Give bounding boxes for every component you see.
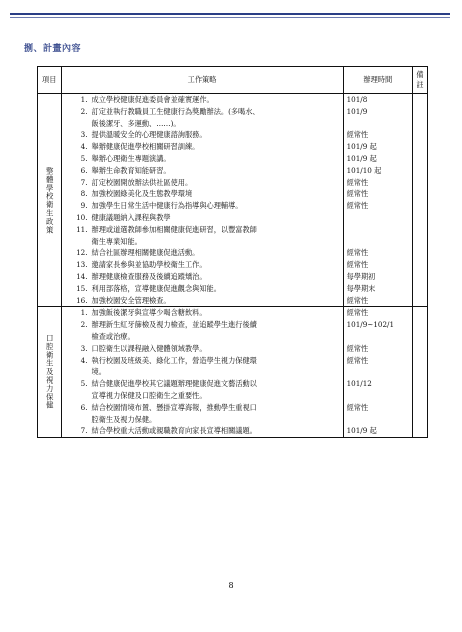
item-time: 經常性 — [346, 189, 369, 199]
item-text: 健康議題納入課程與教學 — [91, 212, 171, 222]
list-item — [62, 378, 343, 390]
item-number: 9. — [80, 201, 88, 211]
item-number: 6. — [80, 402, 88, 412]
list-item — [62, 236, 343, 248]
item-number: 14. — [76, 271, 88, 281]
list-item — [62, 129, 343, 141]
item-time — [347, 236, 412, 248]
item-number — [62, 390, 92, 402]
item-text: 加強飯後潔牙與宣導少喝含糖飲料。 — [91, 308, 207, 318]
item-text: 利用部落格，宣導健康促進觀念與知能。 — [91, 283, 221, 293]
item-number: 10. — [76, 212, 88, 222]
list-item — [62, 414, 343, 426]
header-item: 項目 — [38, 67, 62, 94]
list-item — [62, 259, 343, 271]
table-row-group — [38, 94, 428, 307]
item-text: 舉辦生命教育知能研習。 — [91, 165, 171, 175]
item-number — [62, 118, 92, 130]
item-text: 結合校園情境布置、懸掛宣導海報，推動學生重視口 — [91, 402, 257, 412]
list-item — [62, 295, 343, 307]
item-time: 經常性 — [346, 260, 369, 270]
list-item — [62, 212, 343, 224]
item-time: 每學期初 — [346, 271, 376, 281]
list-item — [62, 271, 343, 283]
item-number: 5. — [80, 153, 88, 163]
item-text: 腔衛生及視力保健。 — [91, 414, 157, 424]
list-item — [62, 177, 343, 189]
item-time: 經常性 — [346, 201, 369, 211]
header-remark: 備註 — [413, 67, 428, 94]
item-text: 加強校園綠美化及生態教學環境 — [91, 189, 193, 199]
item-text: 舉辦健康促進學校相關研習訓練。 — [91, 142, 200, 152]
item-number — [62, 414, 92, 426]
item-time: 經常性 — [346, 308, 369, 318]
item-time — [347, 366, 412, 378]
list-item — [62, 247, 343, 259]
strategy-cell — [61, 94, 343, 307]
item-time: 101/10 起 — [346, 165, 382, 175]
header-rule — [10, 13, 450, 15]
list-item — [62, 141, 343, 153]
item-text: 訂定並執行教職員工生健康行為獎勵辦法。(多喝水、 — [91, 106, 260, 116]
time-cell — [343, 94, 412, 307]
list-item — [62, 94, 343, 106]
item-time: 經常性 — [346, 355, 369, 365]
item-text: 執行校園及班級美、綠化工作，營造學生視力保健環 — [91, 355, 257, 365]
list-item — [62, 390, 343, 402]
item-text: 加強學生日常生活中健康行為指導與心理輔導。 — [91, 201, 243, 211]
page-number: 8 — [228, 581, 234, 590]
item-number: 16. — [76, 295, 88, 305]
item-time: 經常性 — [346, 295, 369, 305]
item-number: 7. — [80, 426, 88, 436]
list-item — [62, 165, 343, 177]
item-time: 經常性 — [346, 343, 369, 353]
item-text: 宣導視力保健及口腔衛生之重要性。 — [91, 390, 207, 400]
item-number — [62, 366, 92, 378]
item-text: 結合健康促進學校其它議題辦理健康促進文藝活動以 — [91, 379, 257, 389]
item-time: 經常性 — [346, 177, 369, 187]
item-text: 飯後潔牙、多運動、……)。 — [91, 118, 181, 128]
list-item — [62, 106, 343, 118]
list-item — [62, 355, 343, 367]
item-text: 檢查或治療。 — [91, 331, 135, 341]
item-time: 每學期末 — [346, 283, 376, 293]
item-time — [347, 390, 412, 402]
item-time — [347, 118, 412, 130]
item-number: 1. — [80, 308, 88, 318]
category-cell: 口腔衛生及視力保健 — [38, 307, 62, 438]
list-item — [62, 402, 343, 414]
item-time: 101/9 起 — [346, 153, 377, 163]
item-time — [347, 224, 412, 236]
item-text: 結合社區辦理相關健康促進活動。 — [91, 248, 200, 258]
item-time: 經常性 — [346, 248, 369, 258]
table-row-group — [38, 307, 428, 438]
list-item — [62, 153, 343, 165]
header-strategy: 工作策略 — [61, 67, 343, 94]
item-number: 13. — [76, 260, 88, 270]
item-text: 辦理健康檢查服務及後續追蹤矯治。 — [91, 271, 207, 281]
remark-cell — [413, 307, 428, 438]
list-item — [62, 307, 343, 319]
item-text: 辦理或道選教師參加相關健康促進研習，以豐富教師 — [91, 224, 257, 234]
item-number: 2. — [80, 106, 88, 116]
item-text: 邀請家長參與並協助學校衛生工作。 — [91, 260, 207, 270]
item-number: 8. — [80, 189, 88, 199]
item-number: 6. — [80, 165, 88, 175]
item-time — [347, 331, 412, 343]
item-text: 境。 — [91, 367, 106, 377]
item-time — [347, 414, 412, 426]
item-number: 1. — [80, 95, 88, 104]
item-number: 4. — [80, 142, 88, 152]
item-time: 101/9 — [346, 106, 368, 116]
header-rule-thin — [10, 17, 450, 18]
list-item — [62, 224, 343, 236]
item-number: 15. — [76, 283, 88, 293]
item-time: 101/8 — [346, 95, 368, 104]
item-text: 提供溫暖安全的心理健康諮詢服務。 — [91, 130, 207, 140]
section-title: 捌、計畫內容 — [24, 44, 82, 54]
item-text: 結合學校重大活動或親職教育向家長宣導相關議題。 — [91, 426, 257, 436]
item-number: 4. — [80, 355, 88, 365]
header-time: 辦理時間 — [343, 67, 412, 94]
item-text: 辦理新生紅牙篩檢及視力檢查，並追蹤學生進行後續 — [91, 320, 257, 330]
item-time: 101/9 起 — [346, 426, 377, 436]
list-item — [62, 200, 343, 212]
list-item — [62, 319, 343, 331]
item-number: 7. — [80, 177, 88, 187]
item-text: 訂定校園開放辦法供社區使用。 — [91, 177, 193, 187]
item-number: 5. — [80, 379, 88, 389]
item-text: 衛生專業知能。 — [91, 236, 142, 246]
item-time: 101/12 — [346, 379, 372, 389]
list-item — [62, 283, 343, 295]
item-number: 12. — [76, 248, 88, 258]
list-item — [62, 343, 343, 355]
item-text: 加強校園安全管理檢查。 — [91, 295, 171, 305]
list-item — [62, 331, 343, 343]
table-header-row — [38, 67, 428, 94]
list-item — [62, 188, 343, 200]
strategy-cell — [61, 307, 343, 438]
item-time — [347, 212, 412, 224]
item-time: 101/9 起 — [346, 142, 377, 152]
plan-table — [37, 66, 428, 438]
item-number: 11. — [76, 224, 88, 234]
list-item — [62, 118, 343, 130]
item-number — [62, 236, 92, 248]
item-text: 口腔衛生以課程融入健體領域教學。 — [91, 343, 207, 353]
item-number — [62, 331, 92, 343]
time-cell — [343, 307, 412, 438]
category-cell: 整體學校衛生政策 — [38, 94, 62, 307]
item-time: 101/9~102/1 — [346, 320, 395, 330]
item-number: 3. — [80, 130, 88, 140]
item-time: 經常性 — [346, 130, 369, 140]
remark-cell — [413, 94, 428, 307]
item-number: 2. — [80, 320, 88, 330]
list-item — [62, 425, 343, 437]
item-text: 成立學校健康促進委員會並確實運作。 — [91, 95, 214, 104]
item-number: 3. — [80, 343, 88, 353]
item-time: 經常性 — [346, 402, 369, 412]
item-text: 舉辦心理衛生專題演講。 — [91, 153, 171, 163]
list-item — [62, 366, 343, 378]
